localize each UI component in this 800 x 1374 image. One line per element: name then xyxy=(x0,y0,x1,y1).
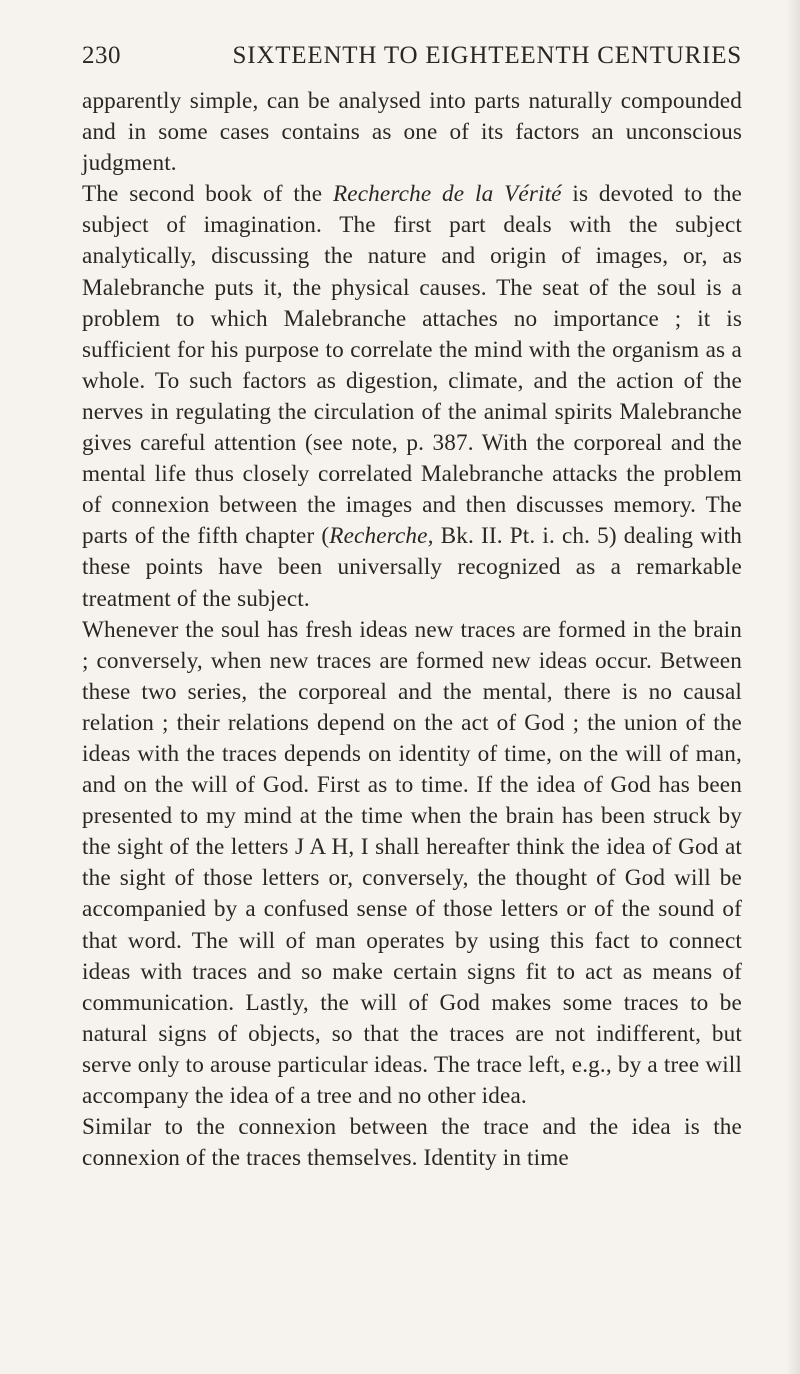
paragraph-text: Similar to the connexion between the trace and the idea is the connexion of the traces themselves. Identity in time xyxy=(82,1114,742,1172)
page-header xyxy=(82,38,742,74)
book-title-italic: Recherche de la Vérité xyxy=(332,181,562,208)
running-head: SIXTEENTH TO EIGHTEENTH CENTURIES xyxy=(232,42,742,69)
page-edge-shadow xyxy=(786,0,800,1374)
paragraph-text: The second book of the xyxy=(82,181,333,208)
book-title-italic: Recherche, xyxy=(329,523,434,550)
paragraph-text: Whenever the soul has fresh ideas new traces are formed in the brain ; conversely, when new traces are formed new ideas occur. Between these two series, the corporeal and the mental, there is no causal relation ; their relations depend on the act of God ; the union of the ideas with the traces depends on identity of time, on the will of man, and on the will of God. First as to time. If the idea of God has been presented to my mind at the time when the brain has been struck by the sight of the letters J A H, I shall hereafter think the idea of God at the sight of those letters or, conversely, the thought of God will be accompanied by a confused sense of those letters or of the sound of that word. The will of man operates by using this fact to connect ideas with traces and so make certain signs fit to act as means of communication. Lastly, the will of God makes some traces to be natural signs of objects, so that the traces are not indifferent, but serve only to arouse particular ideas. The trace left, e.g., by a tree will accompany the idea of a tree and no other idea. xyxy=(82,616,742,1109)
paragraph-text: Bk. II. Pt. i. ch. 5) dealing with these points have been universally recognized as a remarkable treatment of the subject. xyxy=(82,523,742,612)
paragraph-traces xyxy=(82,615,742,1113)
paragraph-imagination xyxy=(82,179,742,614)
paragraph-text: apparently simple, can be analysed into parts naturally compounded and in some cases contains as one of its factors an unconscious judgment. xyxy=(82,88,742,177)
body-text xyxy=(82,86,742,1174)
paragraph-connexion xyxy=(82,1112,742,1174)
paragraph-continuation xyxy=(82,86,742,179)
page-number: 230 xyxy=(82,42,121,69)
paragraph-text: is devoted to the subject of imagination. The first part deals with the subject analytically, discussing the nature and origin of images, or, as Malebranche puts it, the physical causes. The seat of the soul is a problem to which Malebranche attaches no importance ; it is sufficient for his purpose to correlate the mind with the organism as a whole. To such factors as digestion, climate, and the action of the nerves in regulating the circulation of the animal spirits Malebranche gives careful attention (see note, p. 387. With the corporeal and the mental life thus closely correlated Malebranche attacks the problem of connexion between the images and then discusses memory. The parts of the fifth chapter ( xyxy=(82,181,743,550)
